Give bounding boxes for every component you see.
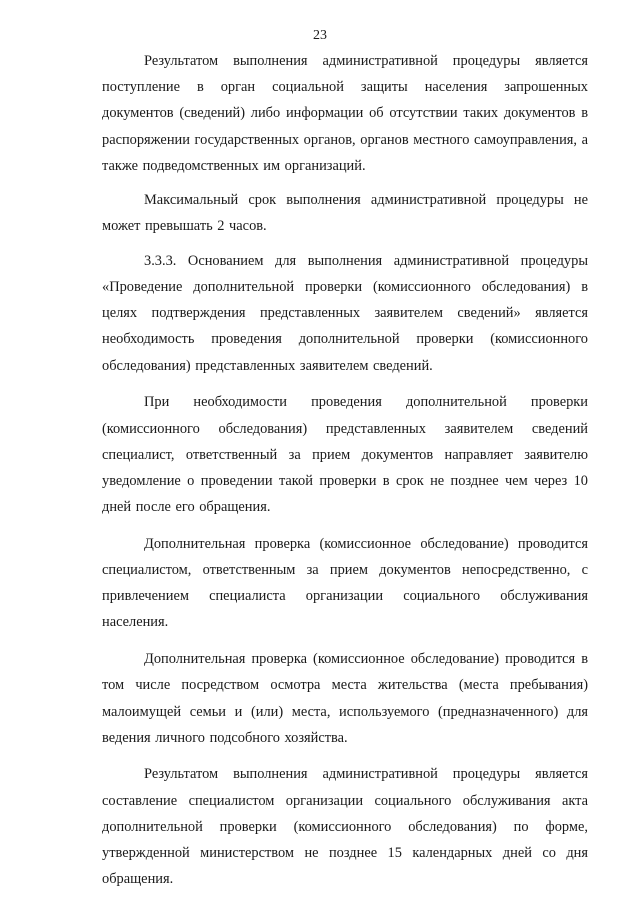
paragraph-inspection-performer: Дополнительная проверка (комиссионное обследование) проводится специалистом, ответственным за прием документов непосредственно, с привлечением специалиста организации социального обслуживания населения. <box>102 535 588 631</box>
paragraph-notification: При необходимости проведения дополнительной проверки (комиссионного обследования) представленных заявителем сведений специалист, ответственный за прием документов направляет заявителю уведомление о проведении такой проверки в срок не позднее чем через 10 дней после его обращения. <box>102 394 588 516</box>
page-number: 23 <box>313 28 327 43</box>
paragraph-section-3-3-3: 3.3.3. Основанием для выполнения административной процедуры «Проведение дополнительной проверки (комиссионного обследования) в целях подтверждения представленных заявителем сведений» является необходимость проведения дополнительной проверки (комиссионного обследования) представленных заявителем сведений. <box>102 252 588 374</box>
paragraph-procedure-result: Результатом выполнения административной процедуры является составление специалистом организации социального обслуживания акта дополнительной проверки (комиссионного обследования) по форме, утвержденной министерством не позднее 15 календарных дней со дня обращения. <box>102 766 588 888</box>
paragraph-inspection-scope: Дополнительная проверка (комиссионное обследование) проводится в том числе посредством осмотра места жительства (места пребывания) малоимущей семьи и (или) места, используемого (предназначенного) для ведения личного подсобного хозяйства. <box>102 651 588 746</box>
paragraph-result-of-request: Результатом выполнения административной процедуры является поступление в орган социальной защиты населения запрошенных документов (сведений) либо информации об отсутствии таких документов в распоряжении государственных органов, органов местного самоуправления, а также подведомственных им организаций. <box>102 53 588 174</box>
document-body <box>102 48 588 892</box>
paragraph-max-duration: Максимальный срок выполнения административной процедуры не может превышать 2 часов. <box>102 192 588 235</box>
